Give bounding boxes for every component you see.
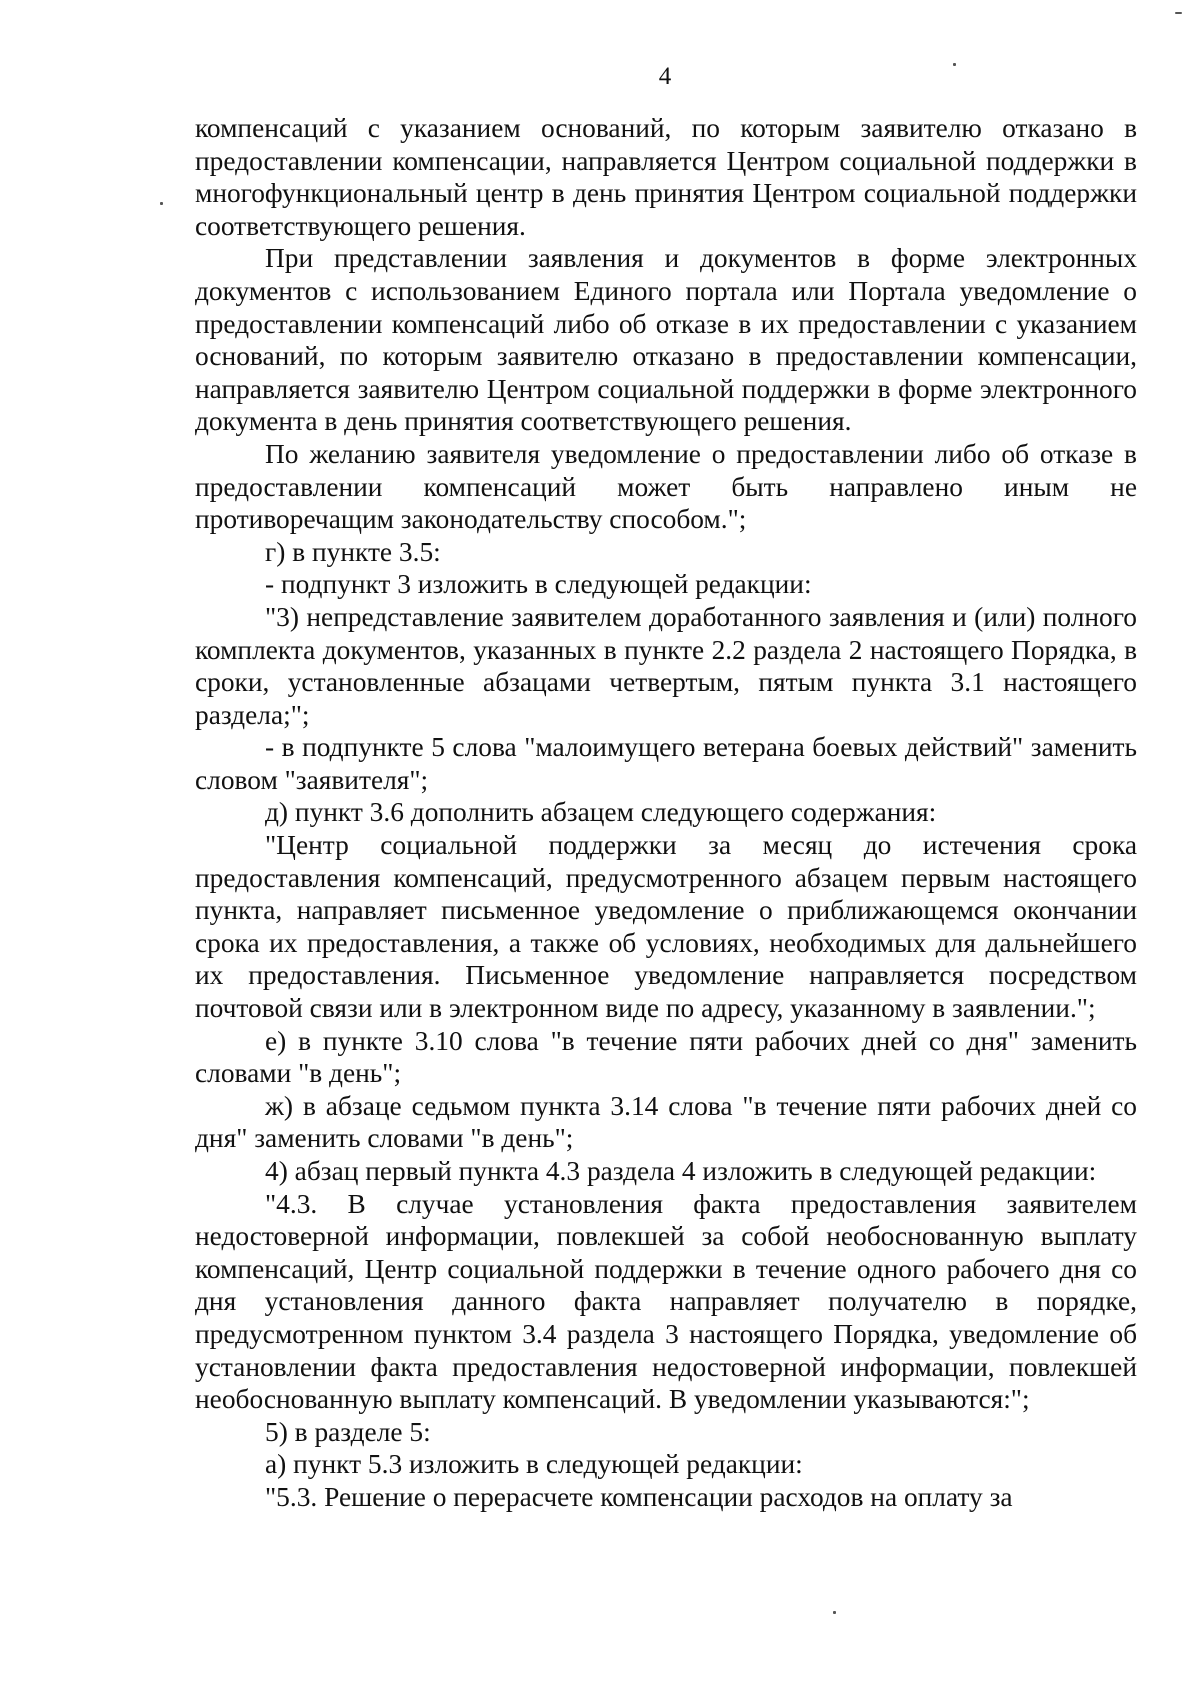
paragraph: - подпункт 3 изложить в следующей редакции: xyxy=(265,569,812,600)
scan-speck xyxy=(953,63,956,66)
paragraph: ж) в абзаце седьмом пункта 3.14 слова "в течение пяти рабочих дней со дня" заменить словами "в день"; xyxy=(195,1090,1137,1154)
scan-speck xyxy=(160,202,163,205)
paragraph: При представлении заявления и документов в форме электронных документов с использованием Единого портала или Портала уведомление о предоставлении компенсаций либо об отказе в их предоставлении с указанием оснований, по которым заявителю отказано в предоставлении компенсации, направляется заявителю Центром социальной поддержки в форме электронного документа в день принятия соответствующего решения. xyxy=(195,243,1137,437)
page-number: 4 xyxy=(658,63,672,90)
document-body xyxy=(195,112,1137,1514)
paragraph: е) в пункте 3.10 слова "в течение пяти рабочих дней со дня" заменить словами "в день"; xyxy=(195,1025,1137,1089)
paragraph: - в подпункте 5 слова "малоимущего ветерана боевых действий" заменить словом "заявителя"; xyxy=(195,732,1137,795)
scan-speck xyxy=(833,1611,836,1614)
paragraph: "Центр социальной поддержки за месяц до истечения срока предоставления компенсаций, предусмотренного абзацем первым настоящего пункта, направляет письменное уведомление о приближающемся окончании срока их предоставления, а также об условиях, необходимых для дальнейшего их предоставления. Письменное уведомление направляется посредством почтовой связи или в электронном виде по адресу, указанному в заявлении."; xyxy=(195,830,1137,1024)
scan-speck xyxy=(1175,12,1182,14)
paragraph: 5) в разделе 5: xyxy=(265,1416,431,1447)
paragraph: "5.3. Решение о перерасчете компенсации расходов на оплату за xyxy=(265,1481,1013,1512)
paragraph: а) пункт 5.3 изложить в следующей редакции: xyxy=(265,1449,803,1480)
paragraph: компенсаций с указанием оснований, по которым заявителю отказано в предоставлении компенсации, направляется Центром социальной поддержки в многофункциональный центр в день принятия Центром социальной поддержки соответствующего решения. xyxy=(195,113,1137,241)
paragraph: 4) абзац первый пункта 4.3 раздела 4 изложить в следующей редакции: xyxy=(265,1156,1097,1186)
paragraph: "3) непредставление заявителем доработанного заявления и (или) полного комплекта документов, указанных в пункте 2.2 раздела 2 настоящего Порядка, в сроки, установленные абзацами четвертым, пятым пункта 3.1 настоящего раздела;"; xyxy=(195,601,1137,730)
paragraph: г) в пункте 3.5: xyxy=(265,536,441,567)
paragraph: "4.3. В случае установления факта предоставления заявителем недостоверной информации, повлекшей за собой необоснованную выплату компенсаций, Центр социальной поддержки в течение одного рабочего дня со дня установления данного факта направляет получателю в порядке, предусмотренном пунктом 3.4 раздела 3 настоящего Порядка, уведомление об установлении факта предоставления недостоверной информации, повлекшей необоснованную выплату компенсаций. В уведомлении указываются:"; xyxy=(195,1188,1137,1415)
paragraph: д) пункт 3.6 дополнить абзацем следующего содержания: xyxy=(265,797,937,828)
paragraph: По желанию заявителя уведомление о предоставлении либо об отказе в предоставлении компенсаций может быть направлено иным не противоречащим законодательству способом."; xyxy=(195,438,1137,535)
